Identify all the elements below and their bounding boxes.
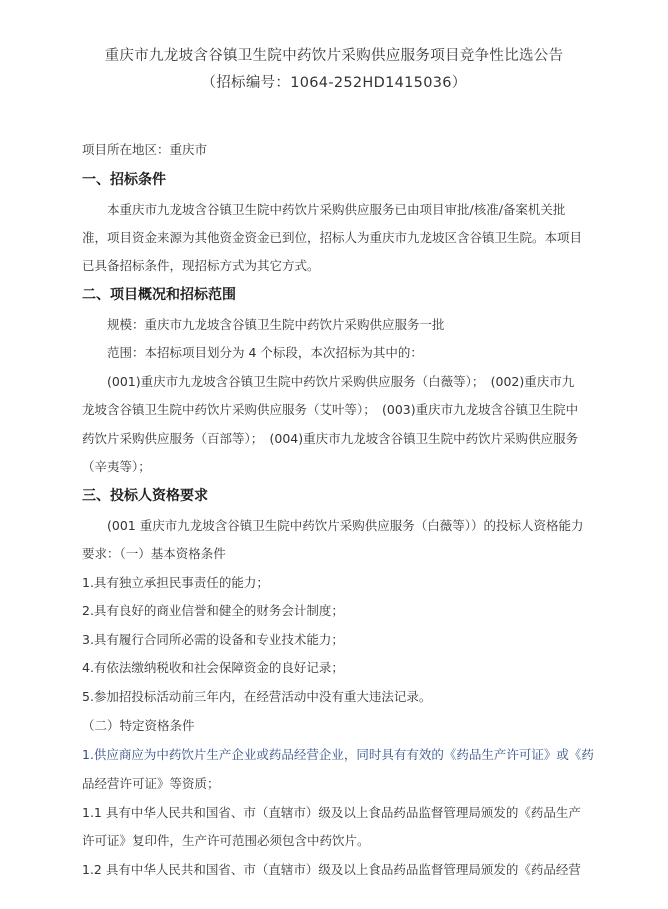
special-condition-heading: （二）特定资格条件 [82, 718, 195, 733]
basic-condition-item: 1.具有独立承担民事责任的能力； [82, 575, 269, 590]
qualification-intro: 要求：（一）基本资格条件 [82, 546, 226, 561]
basic-condition-item: 4.有依法缴纳税收和社会保障资金的良好记录； [82, 660, 344, 675]
special-condition-item: 1.1 具有中华人民共和国省、市（直辖市）级及以上食品药品监督管理局颁发的《药品生产 [82, 805, 581, 820]
project-region: 项目所在地区：重庆市 [82, 142, 208, 157]
paragraph-line: 已具备招标条件，现招标方式为其它方式。 [82, 258, 320, 273]
special-condition-item: 1.2 具有中华人民共和国省、市（直辖市）级及以上食品药品监督管理局颁发的《药品经营 [82, 862, 581, 877]
tender-number: （招标编号：1064-252HD1415036） [201, 75, 467, 91]
lots-line: 药饮片采购供应服务（百部等）； (004)重庆市九龙坡含谷镇卫生院中药饮片采购供应服务 [82, 431, 579, 446]
basic-condition-item: 5.参加招投标活动前三年内，在经营活动中没有重大违法记录。 [82, 689, 432, 704]
document-title: 重庆市九龙坡含谷镇卫生院中药饮片采购供应服务项目竞争性比选公告 [104, 48, 564, 64]
paragraph-line: 准，项目资金来源为其他资金资金已到位，招标人为重庆市九龙坡区含谷镇卫生院。本项目 [82, 230, 583, 245]
section-2-heading: 二、项目概况和招标范围 [82, 287, 236, 303]
section-3-heading: 三、投标人资格要求 [82, 488, 208, 504]
scale-line: 规模：重庆市九龙坡含谷镇卫生院中药饮片采购供应服务一批 [107, 317, 445, 332]
section-1-heading: 一、招标条件 [82, 172, 166, 188]
lots-line: 龙坡含谷镇卫生院中药饮片采购供应服务（艾叶等）； (003)重庆市九龙坡含谷镇卫生院中 [82, 402, 579, 417]
basic-condition-item: 2.具有良好的商业信誉和健全的财务会计制度； [82, 603, 344, 618]
special-condition-item: 品经营许可证》等资质； [82, 776, 220, 791]
range-line: 范围：本招标项目划分为 4 个标段，本次招标为其中的： [107, 345, 423, 360]
qualification-intro: (001 重庆市九龙坡含谷镇卫生院中药饮片采购供应服务（白薇等））的投标人资格能力 [107, 518, 584, 533]
special-condition-item: 1.供应商应为中药饮片生产企业或药品经营企业，同时具有有效的《药品生产许可证》或《药 [82, 747, 594, 762]
basic-condition-item: 3.具有履行合同所必需的设备和专业技术能力； [82, 632, 344, 647]
lots-line: (001)重庆市九龙坡含谷镇卫生院中药饮片采购供应服务（白薇等）； (002)重庆市九 [107, 374, 575, 389]
lots-line: （辛夷等）； [82, 459, 151, 474]
special-condition-item: 许可证》复印件，生产许可范围必须包含中药饮片。 [82, 833, 370, 848]
paragraph-line: 本重庆市九龙坡含谷镇卫生院中药饮片采购供应服务已由项目审批/核准/备案机关批 [107, 202, 566, 217]
